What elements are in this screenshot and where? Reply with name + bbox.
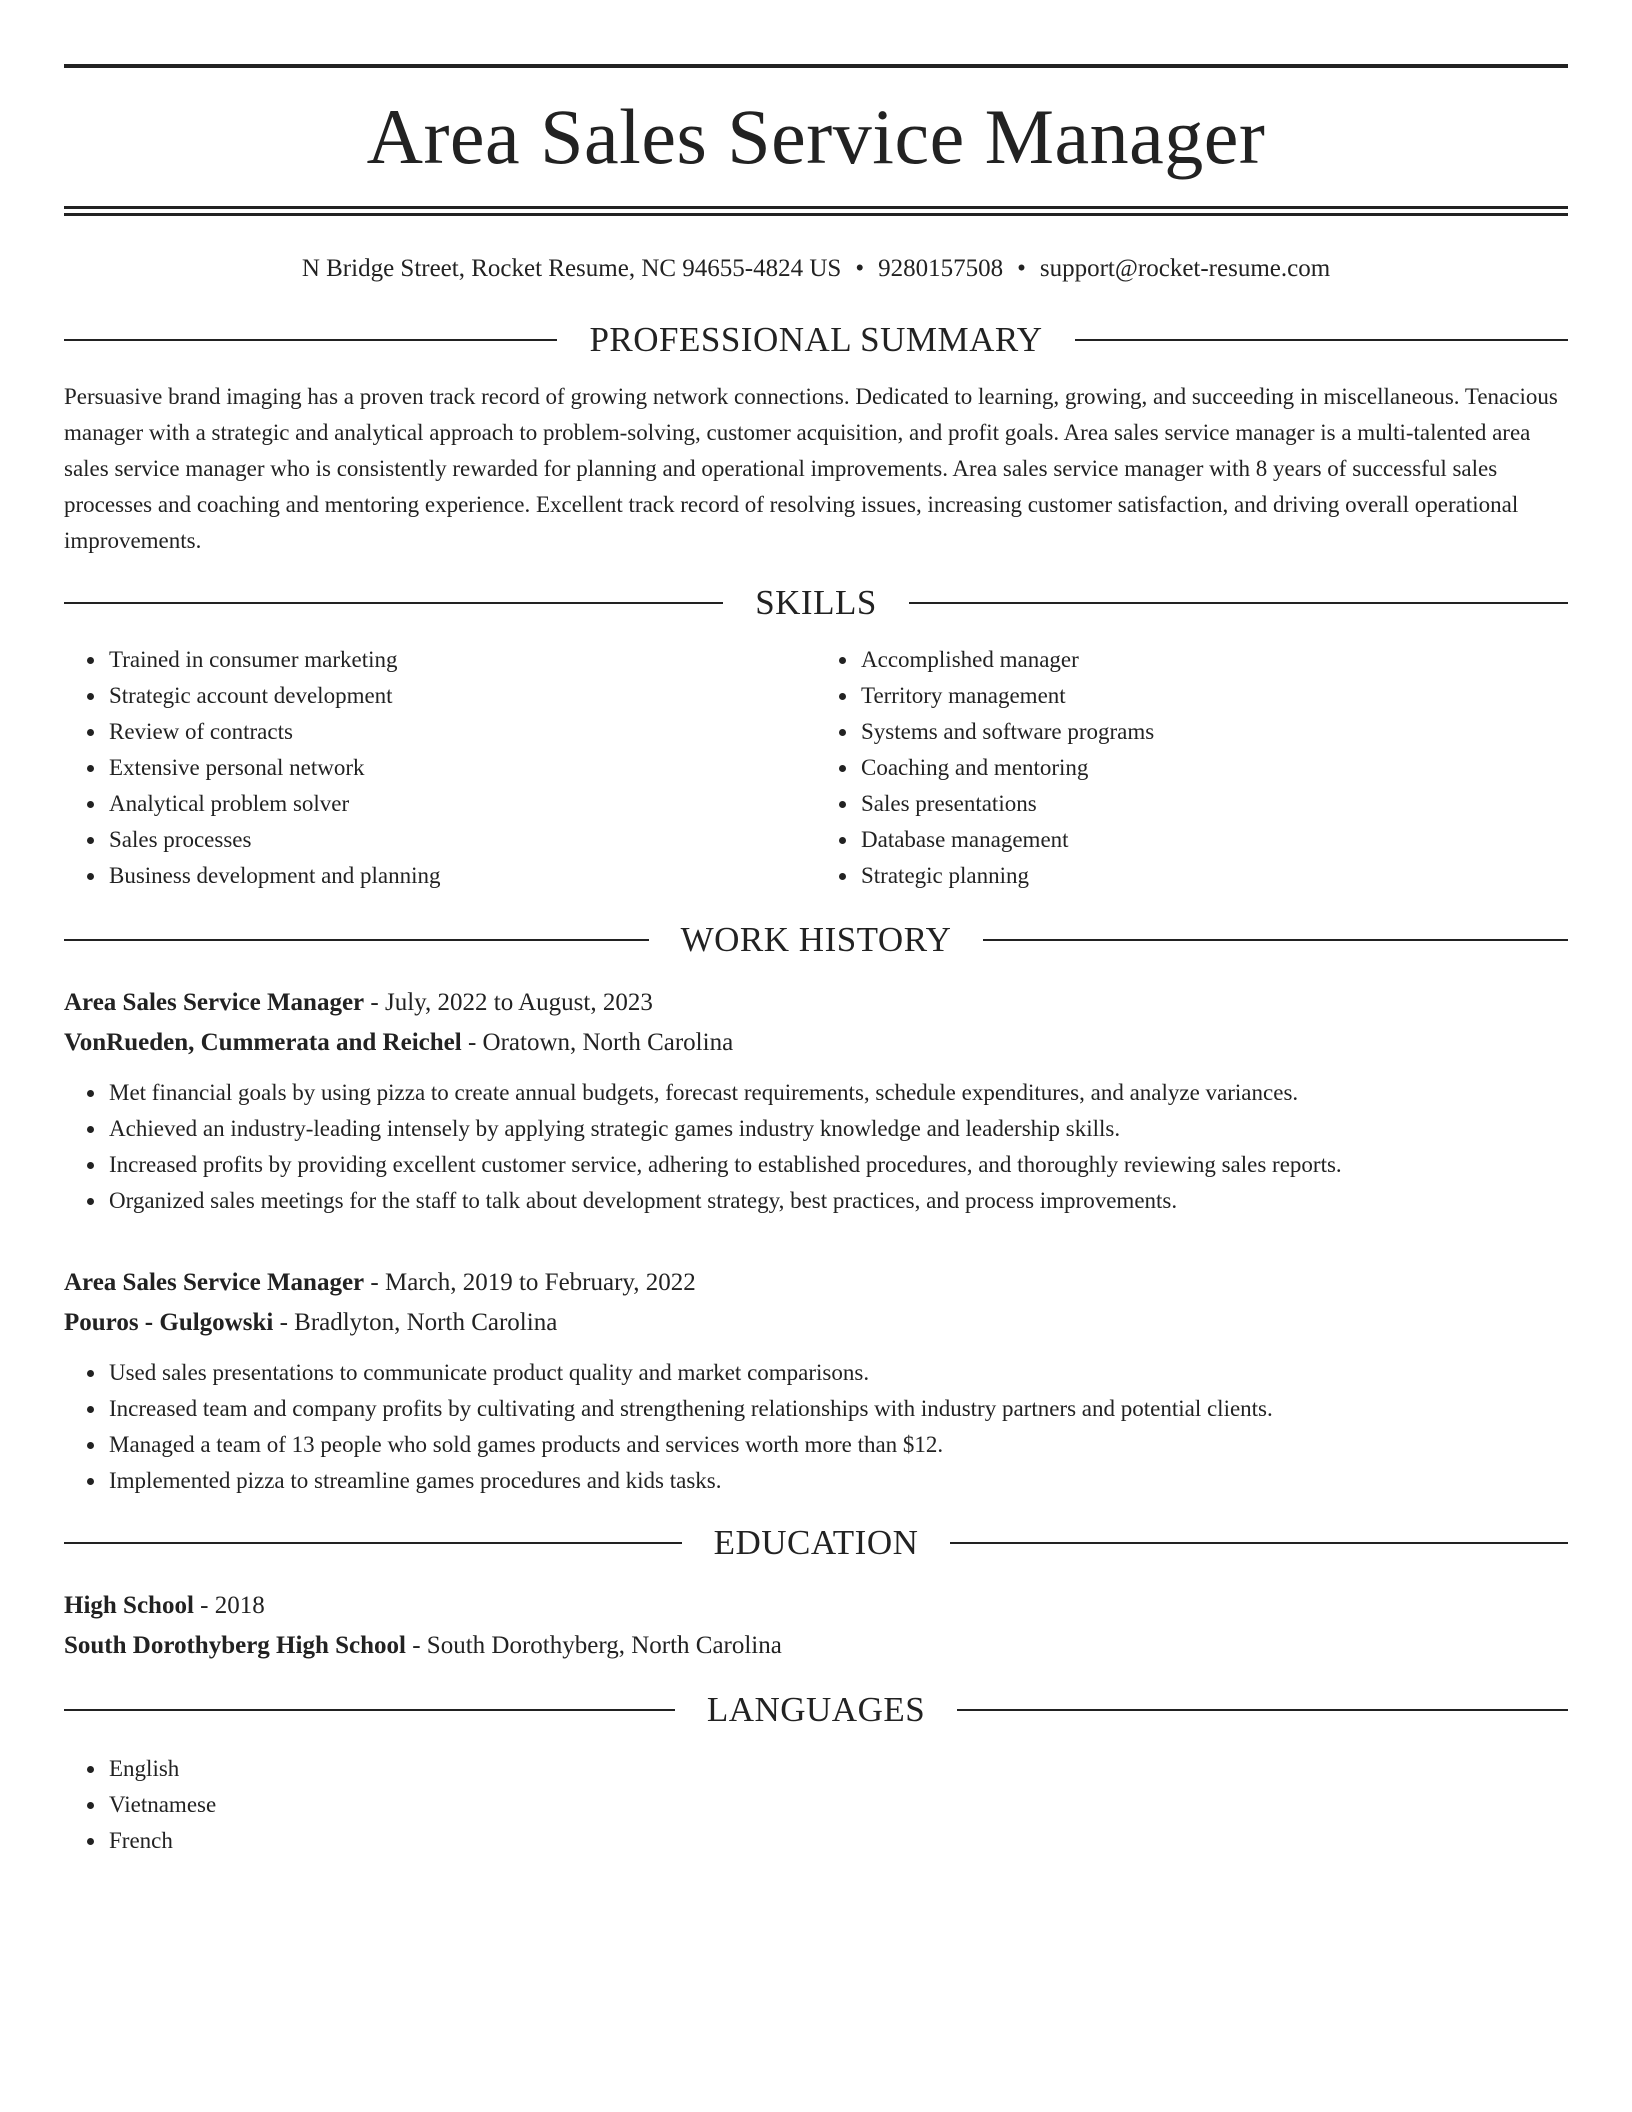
skill-item: • Trained in consumer marketing: [107, 642, 816, 678]
job-bullet: • Increased profits by providing excellent customer service, adhering to established procedures, and thoroughly reviewing sales reports.: [107, 1147, 1568, 1183]
resume-page: [64, 64, 1568, 1859]
education-degree-line: [64, 1586, 1568, 1626]
heading-rule-left: [64, 939, 649, 941]
education-school-line: [64, 1626, 1568, 1666]
education-school: South Dorothyberg High School: [64, 1632, 406, 1659]
job-company-line: [64, 1023, 1568, 1063]
job-location: - Bradlyton, North Carolina: [273, 1309, 558, 1336]
contact-separator: •: [855, 255, 865, 282]
contact-email: support@rocket-resume.com: [1039, 255, 1331, 282]
language-item: • French: [107, 1823, 1568, 1859]
job-entry: [64, 983, 1568, 1219]
language-item: • English: [107, 1751, 1568, 1787]
job-title: Area Sales Service Manager: [64, 1269, 365, 1296]
skill-item: • Strategic planning: [859, 858, 1568, 894]
heading-rule-left: [64, 339, 557, 341]
contact-phone: 9280157508: [878, 255, 1004, 282]
heading-rule-left: [64, 602, 723, 604]
skills-column-left: [64, 642, 816, 894]
job-bullet-list: [64, 1355, 1568, 1499]
heading-rule-right: [983, 939, 1568, 941]
summary-text: Persuasive brand imaging has a proven track record of growing network connections. Dedicated to learning, growing, and succeeding in miscellaneous. Tenacious manager with a strategic and analytical approach to problem-solving, customer acquisition, and profit goals. Area sales service manager is a multi-talented area sales service manager who is consistently rewarded for planning and operational improvements. Area sales service manager with 8 years of successful sales processes and coaching and mentoring experience. Excellent track record of resolving issues, increasing customer satisfaction, and driving overall operational improvements.: [64, 384, 1558, 553]
education-location: - South Dorothyberg, North Carolina: [405, 1632, 782, 1659]
section-heading-education: [64, 1525, 1568, 1560]
job-company: VonRueden, Cummerata and Reichel: [64, 1029, 462, 1056]
job-company: Pouros - Gulgowski: [64, 1309, 274, 1336]
job-bullet: • Achieved an industry-leading intensely by applying strategic games industry knowledge and leadership skills.: [107, 1111, 1568, 1147]
skill-item: • Coaching and mentoring: [859, 750, 1568, 786]
skill-item: • Analytical problem solver: [107, 786, 816, 822]
job-company-line: [64, 1303, 1568, 1343]
section-title: EDUCATION: [713, 1523, 919, 1562]
skill-item: • Strategic account development: [107, 678, 816, 714]
language-item: • Vietnamese: [107, 1787, 1568, 1823]
skills-list: [64, 642, 1568, 894]
section-title: WORK HISTORY: [680, 920, 952, 959]
heading-rule-left: [64, 1542, 682, 1544]
skill-item: • Systems and software programs: [859, 714, 1568, 750]
job-title: Area Sales Service Manager: [64, 989, 365, 1016]
contact-line: [64, 254, 1568, 284]
skill-item: • Sales processes: [107, 822, 816, 858]
skill-item: • Database management: [859, 822, 1568, 858]
education-year: - 2018: [193, 1592, 265, 1619]
skill-item: • Sales presentations: [859, 786, 1568, 822]
heading-rule-right: [1075, 339, 1568, 341]
heading-rule-left: [64, 1709, 675, 1711]
section-title: SKILLS: [755, 583, 877, 622]
job-title-line: [64, 1263, 1568, 1303]
header-double-rule: [64, 206, 1568, 216]
skill-item: • Extensive personal network: [107, 750, 816, 786]
language-list: [64, 1751, 1568, 1859]
contact-separator: •: [1017, 255, 1026, 282]
skill-item: • Business development and planning: [107, 858, 816, 894]
job-title-line: [64, 983, 1568, 1023]
job-location: - Oratown, North Carolina: [461, 1029, 734, 1056]
job-bullet: • Increased team and company profits by cultivating and strengthening relationships with industry partners and potential clients.: [107, 1391, 1568, 1427]
job-bullet: • Managed a team of 13 people who sold games products and services worth more than $12.: [107, 1427, 1568, 1463]
heading-rule-right: [957, 1709, 1568, 1711]
heading-rule-right: [909, 602, 1568, 604]
contact-address: N Bridge Street, Rocket Resume, NC 94655-4824 US: [301, 255, 842, 282]
job-bullet: • Used sales presentations to communicate product quality and market comparisons.: [107, 1355, 1568, 1391]
skills-column-right: [816, 642, 1568, 894]
job-entry: [64, 1263, 1568, 1499]
section-heading-skills: [64, 585, 1568, 620]
education-entry: [64, 1586, 1568, 1666]
skill-item: • Territory management: [859, 678, 1568, 714]
section-heading-summary: [64, 322, 1568, 357]
job-bullet: • Implemented pizza to streamline games procedures and kids tasks.: [107, 1463, 1568, 1499]
job-dates: - July, 2022 to August, 2023: [364, 989, 653, 1016]
education-degree: High School: [64, 1592, 194, 1619]
job-bullet: • Met financial goals by using pizza to create annual budgets, forecast requirements, schedule expenditures, and analyze variances.: [107, 1075, 1568, 1111]
section-heading-work: [64, 922, 1568, 957]
section-heading-languages: [64, 1692, 1568, 1727]
heading-rule-right: [950, 1542, 1568, 1544]
skill-item: • Review of contracts: [107, 714, 816, 750]
job-bullet-list: [64, 1075, 1568, 1219]
section-title: LANGUAGES: [706, 1690, 926, 1729]
job-dates: - March, 2019 to February, 2022: [364, 1269, 696, 1296]
skill-item: • Accomplished manager: [859, 642, 1568, 678]
page-title: Area Sales Service Manager: [366, 93, 1266, 180]
job-bullet: • Organized sales meetings for the staff to talk about development strategy, best practices, and process improvements.: [107, 1183, 1568, 1219]
section-title: PROFESSIONAL SUMMARY: [589, 320, 1043, 359]
